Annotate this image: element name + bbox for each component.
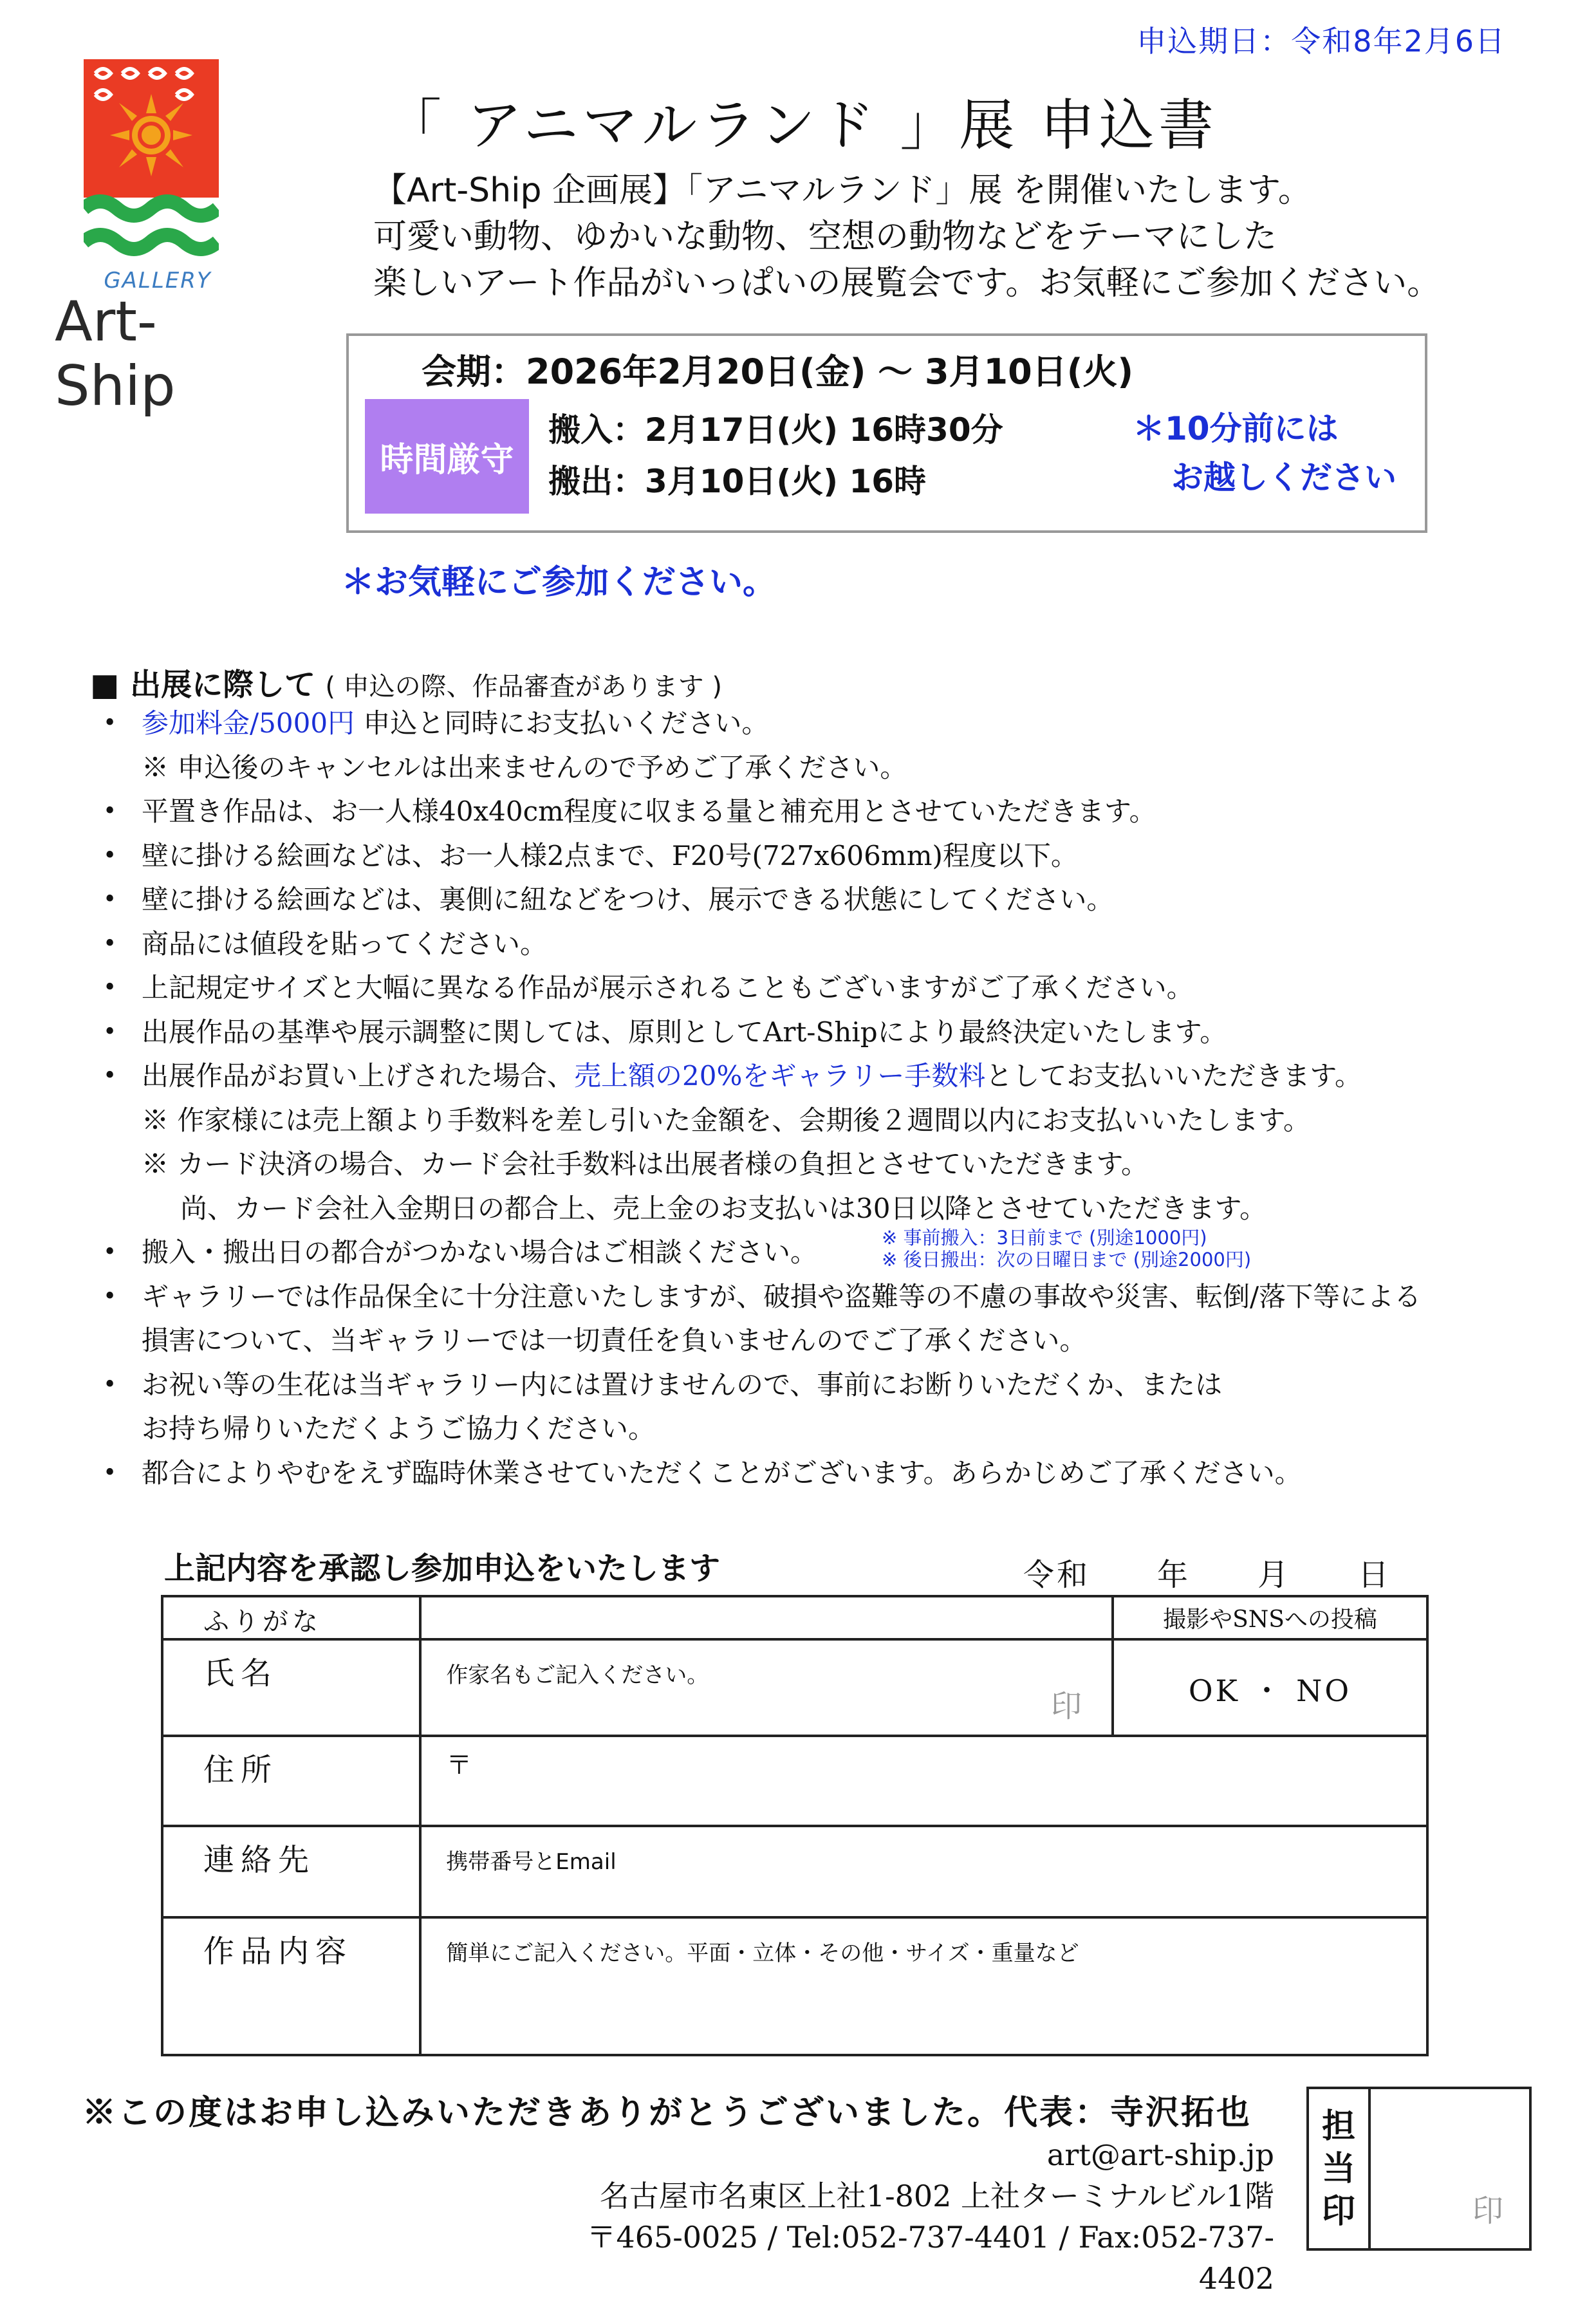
representative: 代表：寺沢拓也	[1004, 2093, 1252, 2132]
application-form	[161, 1595, 1429, 2056]
gallery-logo	[55, 59, 257, 418]
ok-no-options: OK ・ NO	[1188, 1673, 1352, 1708]
fee-text: 参加料金/5000円	[142, 707, 355, 739]
list-item: • 商品には値段を貼ってください。	[103, 922, 1570, 967]
furigana-label: ふりがな	[162, 1596, 420, 1639]
list-item	[103, 702, 1570, 746]
list-item: • 出展作品の基準や展示調整に関しては、原則としてArt-Shipにより最終決定いたします。	[103, 1010, 1570, 1055]
intro-line: 【Art-Ship 企画展】「アニマルランド」展 を開催いたします。	[373, 171, 1312, 210]
date-line: 令和 年 月 日	[1023, 1557, 1392, 1593]
thanks-message: ※この度はお申し込みいただきありがとうございました。	[82, 2093, 1003, 2132]
contact-label: 連絡先	[162, 1826, 420, 1917]
punctuality-badge: 時間厳守	[365, 399, 529, 514]
stamp-label-char: 印	[1321, 2191, 1355, 2231]
list-item: • ギャラリーでは作品保全に十分注意いたしますが、破損や盗難等の不慮の事故や災害、転倒/落下等による	[103, 1275, 1570, 1319]
stamp-label-char: 当	[1321, 2148, 1355, 2188]
contact-email: art@art-ship.jp	[1046, 2137, 1274, 2172]
list-item	[103, 1227, 1570, 1275]
list-item	[103, 1054, 1570, 1099]
contact-field[interactable]	[420, 1826, 1427, 1917]
work-label: 作品内容	[162, 1917, 420, 2055]
list-item-cont: 損害について、当ギャラリーでは一切責任を負いませんのでご了承ください。	[142, 1325, 1087, 1356]
staff-stamp-label	[1309, 2089, 1371, 2248]
rules-list	[103, 702, 1570, 1495]
section-subtitle: ( 申込の際、作品審査があります )	[325, 672, 722, 702]
list-item: • 壁に掛ける絵画などは、裏側に紐などをつけ、展示できる状態にしてください。	[103, 878, 1570, 922]
page-title: 「 アニマルランド 」展 申込書	[386, 93, 1218, 158]
exhibition-period: 会期：2026年2月20日(金) 〜 3月10日(火)	[422, 351, 1134, 392]
postal-mark: 〒	[446, 1751, 472, 1780]
list-item: • 平置き作品は、お一人様40x40cm程度に収まる量と補充用とさせていただきます。	[103, 790, 1570, 834]
list-item-note: ※ 申込後のキャンセルは出来ませんので予めご了承ください。	[142, 751, 907, 783]
arrival-note-line: お越しください	[1171, 459, 1396, 496]
carry-out-time: 搬出：3月10日(火) 16時	[548, 463, 927, 500]
list-item-cont: お持ち帰りいただくようご協力ください。	[142, 1413, 656, 1444]
confirm-statement: 上記内容を承認し参加申込をいたします	[164, 1550, 721, 1587]
carry-in-time: 搬入：2月17日(火) 16時30分	[548, 411, 1003, 449]
name-hint: 作家名もご記入ください。	[446, 1662, 709, 1688]
list-item-note: 尚、カード会社入金期日の都合上、売上金のお支払いは30日以降とさせていただきます。	[180, 1192, 1267, 1224]
work-field[interactable]	[420, 1917, 1427, 2055]
section-heading	[90, 660, 722, 704]
logo-gallery-text: GALLERY	[104, 268, 212, 293]
list-item-text: としてお支払いいただきます。	[985, 1060, 1362, 1092]
logo-sun-waves-icon	[84, 59, 219, 265]
name-label: 氏名	[162, 1639, 420, 1736]
staff-stamp-box	[1306, 2087, 1532, 2251]
logo-name: Art-Ship	[55, 290, 176, 418]
list-item: • 都合によりやむをえず臨時休業させていただくことがございます。あらかじめご了承ください。	[103, 1451, 1570, 1496]
arrival-note	[1133, 404, 1396, 502]
carry-schedule	[548, 404, 1003, 507]
sns-permission-header: 撮影やSNSへの投稿	[1113, 1596, 1427, 1639]
list-item-note: ※ カード決済の場合、カード会社手数料は出展者様の負担とさせていただきます。	[142, 1148, 1148, 1180]
list-item-text: 申込と同時にお支払いください。	[355, 707, 769, 739]
schedule-fee-notes	[882, 1227, 1251, 1270]
arrival-note-line: ＊10分前には	[1133, 410, 1339, 447]
list-item-text: 搬入・搬出日の都合がつかない場合はご相談ください。	[142, 1236, 818, 1268]
intro-line: 楽しいアート作品がいっぱいの展覧会です。お気軽にご参加ください。	[373, 264, 1441, 302]
fee-note: ※ 後日搬出：次の日曜日まで (別途2000円)	[882, 1249, 1252, 1270]
intro-text	[373, 167, 1440, 306]
list-item: • お祝い等の生花は当ギャラリー内には置けませんので、事前にお断りいただくか、または	[103, 1363, 1570, 1408]
contact-address: 名古屋市名東区上社1-802 上社ターミナルビル1階	[599, 2179, 1274, 2213]
name-field[interactable]	[420, 1639, 1113, 1736]
address-label: 住所	[162, 1736, 420, 1826]
staff-seal-mark: 印	[1472, 2193, 1503, 2229]
contact-hint: 携帯番号とEmail	[446, 1849, 617, 1875]
sns-permission-choice[interactable]	[1113, 1639, 1427, 1736]
fee-note: ※ 事前搬入：3日前まで (別途1000円)	[882, 1227, 1207, 1249]
intro-line: 可愛い動物、ゆかいな動物、空想の動物などをテーマにした	[373, 218, 1277, 256]
list-item-note: ※ 作家様には売上額より手数料を差し引いた金額を、会期後２週間以内にお支払いいたします。	[142, 1104, 1310, 1136]
furigana-field[interactable]	[420, 1596, 1113, 1639]
list-item: • 上記規定サイズと大幅に異なる作品が展示されることもございますがご了承ください。	[103, 966, 1570, 1010]
contact-info	[579, 2134, 1274, 2299]
application-deadline: 申込期日：令和8年2月6日	[1137, 24, 1506, 59]
work-hint: 簡単にご記入ください。平面・立体・その他・サイズ・重量など	[446, 1941, 1079, 1966]
section-title: ■ 出展に際して	[90, 667, 316, 703]
stamp-label-char: 担	[1321, 2106, 1355, 2146]
seal-mark: 印	[1050, 1688, 1082, 1724]
address-field[interactable]	[420, 1736, 1427, 1826]
list-item-text: 出展作品がお買い上げされた場合、	[142, 1060, 575, 1092]
commission-text: 売上額の20%をギャラリー手数料	[574, 1060, 986, 1092]
list-item: • 壁に掛ける絵画などは、お一人様2点まで、F20号(727x606mm)程度以下。	[103, 834, 1570, 879]
contact-phone: 〒465-0025 / Tel:052-737-4401 / Fax:052-737-4402	[586, 2220, 1274, 2296]
welcome-note: ＊お気軽にご参加ください。	[341, 563, 777, 602]
